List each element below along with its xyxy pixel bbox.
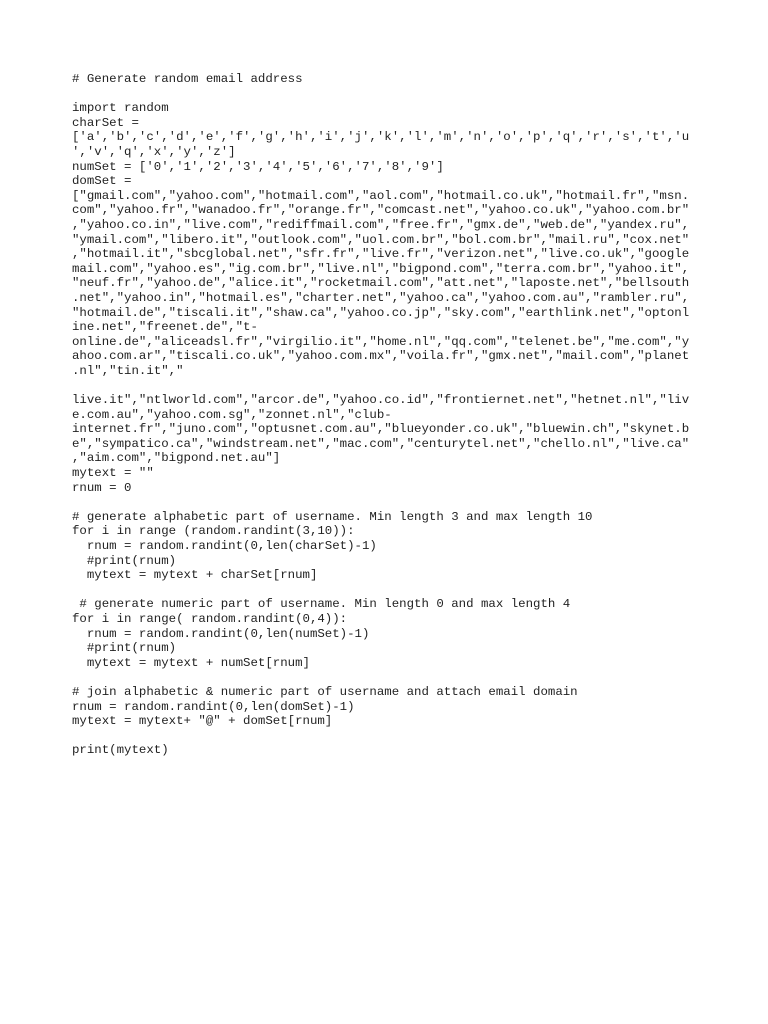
- code-line-24: e.com.au","yahoo.com.sg","zonnet.nl","club-: [72, 407, 392, 422]
- code-line-28: mytext = "": [72, 466, 154, 481]
- code-line-10: com","yahoo.fr","wanadoo.fr","orange.fr","comcast.net","yahoo.co.uk","yahoo.com.br": [72, 203, 690, 218]
- code-line-38: for i in range( random.randint(0,4)):: [72, 611, 348, 626]
- code-line-22: [72, 378, 712, 393]
- code-line-9: ["gmail.com","yahoo.com","hotmail.com","aol.com","hotmail.co.uk","hotmail.fr","msn.: [72, 188, 690, 203]
- code-line-1: # Generate random email address: [72, 72, 303, 86]
- code-line-2: [72, 87, 712, 102]
- code-line-41: mytext = mytext + numSet[rnum]: [72, 655, 310, 670]
- code-line-6: ','v','q','x','y','z']: [72, 144, 236, 159]
- code-line-45: mytext = mytext+ "@" + domSet[rnum]: [72, 714, 333, 729]
- code-line-25: internet.fr","juno.com","optusnet.com.au","blueyonder.co.uk","bluewin.ch","skynet.b: [72, 422, 690, 437]
- code-line-37: # generate numeric part of username. Min length 0 and max length 4: [72, 597, 571, 612]
- code-line-19: online.de","aliceadsl.fr","virgilio.it","home.nl","qq.com","telenet.be","me.com","y: [72, 334, 690, 349]
- code-line-47: print(mytext): [72, 743, 169, 758]
- code-line-4: charSet =: [72, 115, 139, 130]
- code-line-39: rnum = random.randint(0,len(numSet)-1): [72, 626, 370, 641]
- code-line-3: import random: [72, 101, 169, 116]
- code-line-18: ine.net","freenet.de","t-: [72, 320, 258, 335]
- code-line-23: live.it","ntlworld.com","arcor.de","yahoo.co.id","frontiernet.net","hetnet.nl","liv: [72, 393, 690, 408]
- code-line-46: [72, 729, 712, 744]
- code-line-26: e","sympatico.ca","windstream.net","mac.com","centurytel.net","chello.nl","live.ca": [72, 436, 690, 451]
- code-line-17: "hotmail.de","tiscali.it","shaw.ca","yahoo.co.jp","sky.com","earthlink.net","optonl: [72, 305, 690, 320]
- code-line-40: #print(rnum): [72, 641, 177, 656]
- code-line-34: #print(rnum): [72, 553, 177, 568]
- code-line-31: # generate alphabetic part of username. Min length 3 and max length 10: [72, 509, 593, 524]
- code-line-20: ahoo.com.ar","tiscali.co.uk","yahoo.com.mx","voila.fr","gmx.net","mail.com","planet: [72, 349, 690, 364]
- code-line-5: ['a','b','c','d','e','f','g','h','i','j','k','l','m','n','o','p','q','r','s','t','u: [72, 130, 690, 145]
- code-line-12: "ymail.com","libero.it","outlook.com","uol.com.br","bol.com.br","mail.ru","cox.net": [72, 232, 690, 247]
- code-line-42: [72, 670, 712, 685]
- code-line-15: "neuf.fr","yahoo.de","alice.it","rocketmail.com","att.net","laposte.net","bellsouth: [72, 276, 690, 291]
- code-line-44: rnum = random.randint(0,len(domSet)-1): [72, 699, 355, 714]
- code-line-33: rnum = random.randint(0,len(charSet)-1): [72, 539, 377, 553]
- code-line-27: ,"aim.com","bigpond.net.au"]: [72, 451, 281, 466]
- code-line-35: mytext = mytext + charSet[rnum]: [72, 568, 318, 583]
- code-line-8: domSet =: [72, 174, 132, 189]
- code-line-13: ,"hotmail.it","sbcglobal.net","sfr.fr","live.fr","verizon.net","live.co.uk","google: [72, 247, 690, 262]
- code-line-30: [72, 495, 712, 510]
- code-block: [72, 72, 712, 758]
- code-line-21: .nl","tin.it",": [72, 363, 184, 378]
- code-line-11: ,"yahoo.co.in","live.com","rediffmail.com","free.fr","gmx.de","web.de","yandex.ru",: [72, 217, 690, 232]
- code-line-29: rnum = 0: [72, 480, 132, 495]
- code-line-7: numSet = ['0','1','2','3','4','5','6','7','8','9']: [72, 159, 444, 174]
- code-line-16: .net","yahoo.in","hotmail.es","charter.net","yahoo.ca","yahoo.com.au","rambler.ru",: [72, 290, 690, 305]
- code-line-43: # join alphabetic & numeric part of username and attach email domain: [72, 684, 578, 699]
- code-line-36: [72, 583, 712, 598]
- code-line-14: mail.com","yahoo.es","ig.com.br","live.nl","bigpond.com","terra.com.br","yahoo.it",: [72, 261, 690, 276]
- code-line-32: for i in range (random.randint(3,10)):: [72, 524, 355, 539]
